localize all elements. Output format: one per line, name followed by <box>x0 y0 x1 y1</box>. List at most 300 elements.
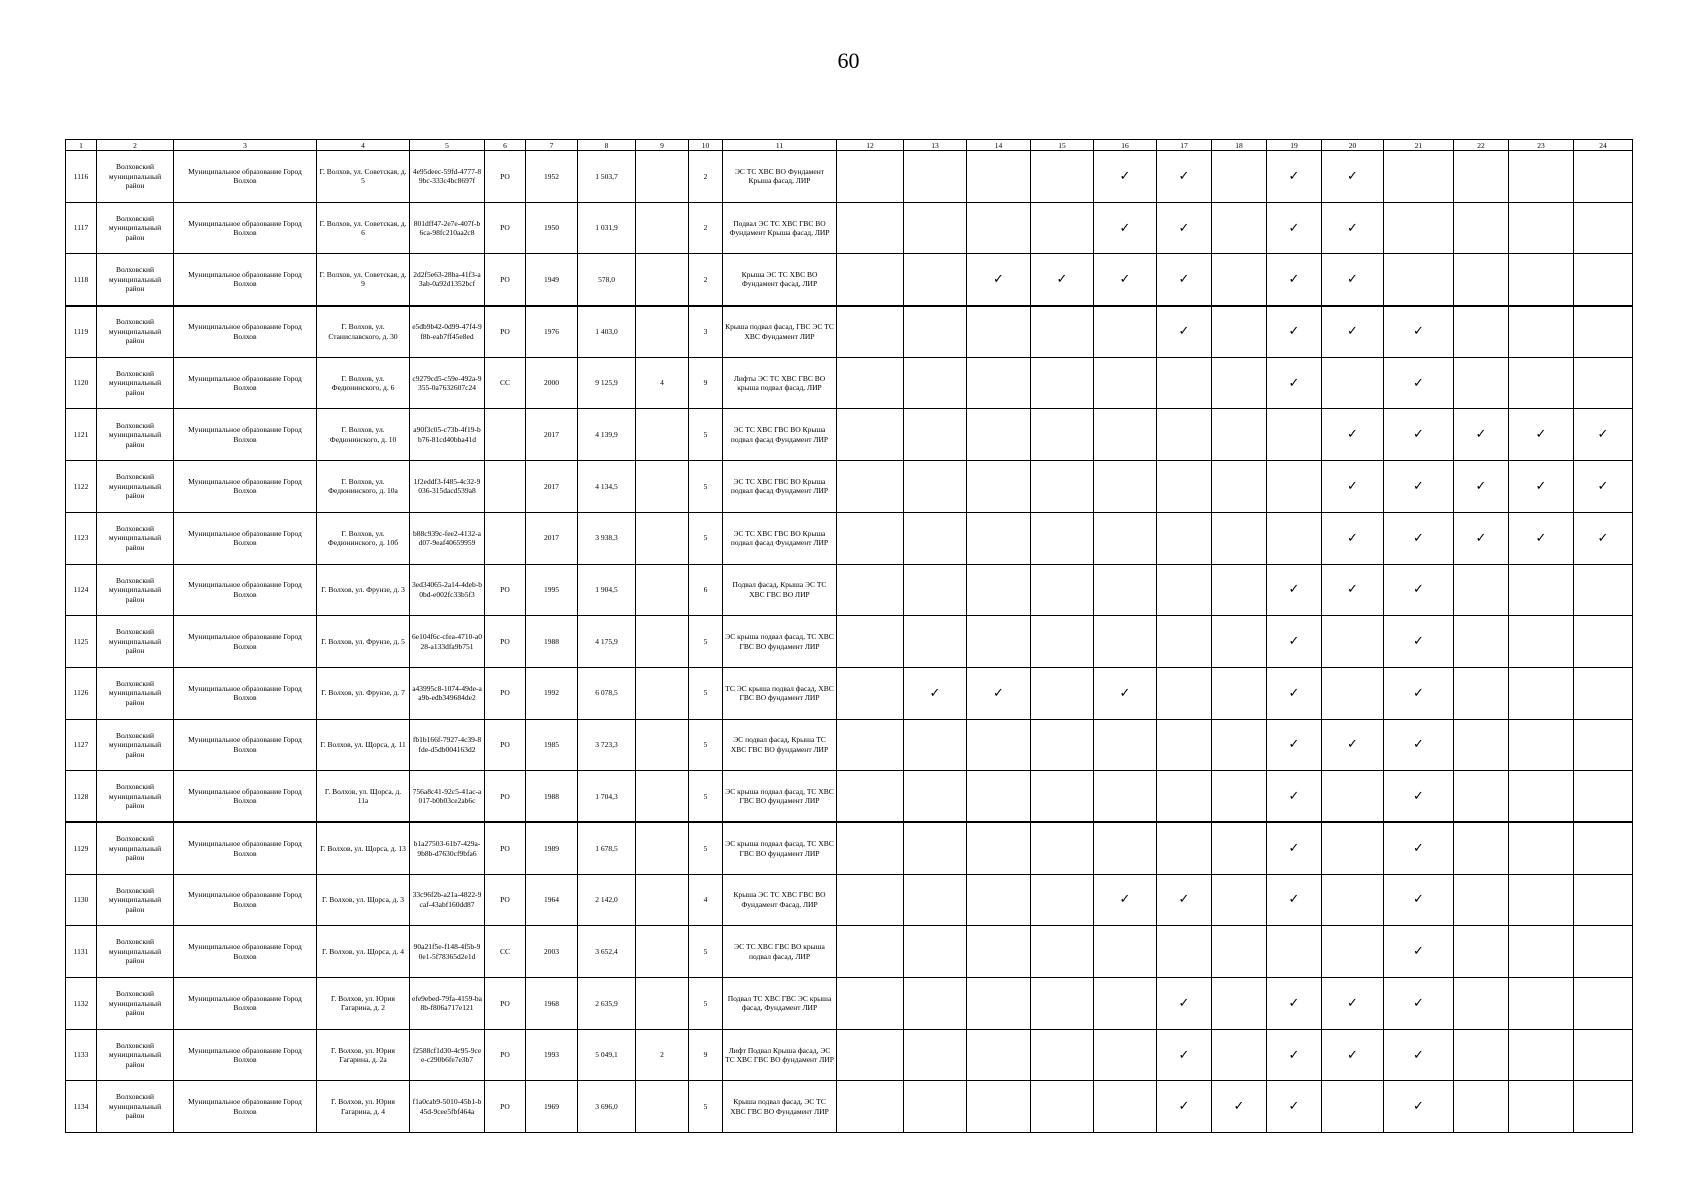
address-cell: Г. Волхов, ул. Щорса, д. 11 <box>317 719 410 771</box>
checkmark-icon: ✓ <box>1413 375 1424 391</box>
floors-cell: 5 <box>689 1081 723 1133</box>
mark-cell-col-20 <box>1322 667 1384 719</box>
mark-cell-col-22 <box>1454 822 1509 874</box>
works-cell: Крыша ЭС ТС ХВС ГВС ВО Фундамент Фасад, ЛИР <box>723 874 837 926</box>
row-number: 1121 <box>66 409 97 461</box>
mark-cell-col-24 <box>1574 719 1633 771</box>
district-cell: Волховский муниципальный район <box>97 357 174 409</box>
district-cell: Волховский муниципальный район <box>97 306 174 358</box>
mark-cell-col-14 <box>967 564 1031 616</box>
ownership-cell: РО <box>485 151 526 203</box>
municipality-cell: Муниципальное образование Город Волхов <box>174 874 317 926</box>
mark-cell-col-18 <box>1212 771 1267 823</box>
mark-cell-col-21 <box>1384 926 1454 978</box>
checkmark-icon: ✓ <box>993 685 1004 701</box>
mark-cell-col-12 <box>837 822 904 874</box>
table-row <box>66 978 1633 1030</box>
mark-cell-col-24 <box>1574 461 1633 513</box>
mark-cell-col-13 <box>904 254 967 306</box>
ownership-cell: РО <box>485 719 526 771</box>
checkmark-icon: ✓ <box>1413 478 1424 494</box>
area-cell: 2 142,0 <box>578 874 636 926</box>
mark-cell-col-20 <box>1322 822 1384 874</box>
guid-cell: 756a8c41-92c5-41ac-a017-b0b03ce2ab6c <box>410 771 485 823</box>
mark-cell-col-19 <box>1267 512 1322 564</box>
area-cell: 1 678,5 <box>578 822 636 874</box>
mark-cell-col-24 <box>1574 357 1633 409</box>
mark-cell-col-20 <box>1322 1029 1384 1081</box>
mark-cell-col-22 <box>1454 719 1509 771</box>
municipality-cell: Муниципальное образование Город Волхов <box>174 616 317 668</box>
address-cell: Г. Волхов, ул. Советская, д. 5 <box>317 151 410 203</box>
floors-cell: 6 <box>689 564 723 616</box>
address-cell: Г. Волхов, ул. Юрия Гагарина, д. 4 <box>317 1081 410 1133</box>
municipality-cell: Муниципальное образование Город Волхов <box>174 202 317 254</box>
mark-cell-col-24 <box>1574 771 1633 823</box>
checkmark-icon: ✓ <box>1347 1047 1358 1063</box>
municipality-cell: Муниципальное образование Город Волхов <box>174 512 317 564</box>
area-cell: 1 704,3 <box>578 771 636 823</box>
year-cell: 2000 <box>526 357 578 409</box>
mark-cell-col-16 <box>1094 512 1157 564</box>
table-row <box>66 151 1633 203</box>
row-number: 1117 <box>66 202 97 254</box>
mark-cell-col-20 <box>1322 461 1384 513</box>
column-number-10: 10 <box>689 140 723 151</box>
year-cell: 1988 <box>526 771 578 823</box>
checkmark-icon: ✓ <box>1288 1099 1300 1115</box>
mark-cell-col-14 <box>967 1029 1031 1081</box>
checkmark-icon: ✓ <box>1288 220 1300 236</box>
mark-cell-col-21 <box>1384 151 1454 203</box>
mark-cell-col-22 <box>1454 357 1509 409</box>
mark-cell-col-23 <box>1509 357 1574 409</box>
area-cell: 6 078,5 <box>578 667 636 719</box>
checkmark-icon: ✓ <box>1535 427 1547 443</box>
column-number-21: 21 <box>1384 140 1454 151</box>
mark-cell-col-21 <box>1384 461 1454 513</box>
ownership-cell: РО <box>485 1081 526 1133</box>
ownership-cell: РО <box>485 564 526 616</box>
area-cell: 1 403,0 <box>578 306 636 358</box>
mark-cell-col-23 <box>1509 409 1574 461</box>
mark-cell-col-17 <box>1157 719 1212 771</box>
mark-cell-col-20 <box>1322 409 1384 461</box>
checkmark-icon: ✓ <box>1288 582 1300 598</box>
mark-cell-col-23 <box>1509 564 1574 616</box>
mark-cell-col-23 <box>1509 926 1574 978</box>
mark-cell-col-12 <box>837 874 904 926</box>
address-cell: Г. Волхов, ул. Советская, д. 9 <box>317 254 410 306</box>
checkmark-icon: ✓ <box>1178 271 1190 287</box>
checkmark-icon: ✓ <box>1288 324 1300 340</box>
mark-cell-col-14 <box>967 771 1031 823</box>
table-row <box>66 254 1633 306</box>
mark-cell-col-21 <box>1384 409 1454 461</box>
mark-cell-col-19 <box>1267 719 1322 771</box>
checkmark-icon: ✓ <box>1178 1047 1190 1063</box>
column-9-cell <box>636 822 689 874</box>
column-9-cell <box>636 1081 689 1133</box>
address-cell: Г. Волхов, ул. Фрунзе, д. 7 <box>317 667 410 719</box>
mark-cell-col-20 <box>1322 151 1384 203</box>
mark-cell-col-14 <box>967 254 1031 306</box>
mark-cell-col-22 <box>1454 512 1509 564</box>
mark-cell-col-16 <box>1094 616 1157 668</box>
mark-cell-col-18 <box>1212 409 1267 461</box>
floors-cell: 5 <box>689 978 723 1030</box>
checkmark-icon: ✓ <box>1178 168 1190 184</box>
year-cell: 2017 <box>526 512 578 564</box>
mark-cell-col-18 <box>1212 151 1267 203</box>
mark-cell-col-12 <box>837 461 904 513</box>
year-cell: 1952 <box>526 151 578 203</box>
mark-cell-col-19 <box>1267 461 1322 513</box>
mark-cell-col-23 <box>1509 512 1574 564</box>
mark-cell-col-15 <box>1031 926 1094 978</box>
mark-cell-col-13 <box>904 151 967 203</box>
checkmark-icon: ✓ <box>1413 634 1424 650</box>
row-number: 1131 <box>66 926 97 978</box>
works-cell: Подвал фасад, Крыша ЭС ТС ХВС ГВС ВО ЛИР <box>723 564 837 616</box>
mark-cell-col-19 <box>1267 564 1322 616</box>
mark-cell-col-24 <box>1574 667 1633 719</box>
column-9-cell <box>636 719 689 771</box>
mark-cell-col-17 <box>1157 409 1212 461</box>
checkmark-icon: ✓ <box>1413 685 1424 701</box>
mark-cell-col-16 <box>1094 409 1157 461</box>
checkmark-icon: ✓ <box>1288 375 1300 391</box>
works-cell: ЭС ТС ХВС ГВС ВО Крыша подвал фасад Фундамент ЛИР <box>723 461 837 513</box>
mark-cell-col-21 <box>1384 357 1454 409</box>
mark-cell-col-24 <box>1574 151 1633 203</box>
area-cell: 9 125,9 <box>578 357 636 409</box>
column-number-22: 22 <box>1454 140 1509 151</box>
address-cell: Г. Волхов, ул. Щорса, д. 11а <box>317 771 410 823</box>
checkmark-icon: ✓ <box>1597 427 1609 443</box>
column-number-16: 16 <box>1094 140 1157 151</box>
district-cell: Волховский муниципальный район <box>97 151 174 203</box>
year-cell: 2017 <box>526 461 578 513</box>
ownership-cell: РО <box>485 822 526 874</box>
area-cell: 2 635,9 <box>578 978 636 1030</box>
checkmark-icon: ✓ <box>1288 788 1300 804</box>
district-cell: Волховский муниципальный район <box>97 667 174 719</box>
works-cell: Крыша ЭС ТС ХВС ВО Фундамент фасад, ЛИР <box>723 254 837 306</box>
row-number: 1116 <box>66 151 97 203</box>
mark-cell-col-22 <box>1454 1081 1509 1133</box>
ownership-cell: РО <box>485 874 526 926</box>
mark-cell-col-21 <box>1384 254 1454 306</box>
checkmark-icon: ✓ <box>1178 1099 1190 1115</box>
area-cell: 4 134,5 <box>578 461 636 513</box>
table-row <box>66 564 1633 616</box>
checkmark-icon: ✓ <box>1347 271 1358 287</box>
address-cell: Г. Волхов, ул. Щорса, д. 3 <box>317 874 410 926</box>
ownership-cell: СС <box>485 357 526 409</box>
table-row <box>66 409 1633 461</box>
mark-cell-col-23 <box>1509 254 1574 306</box>
area-cell: 1 904,5 <box>578 564 636 616</box>
column-number-23: 23 <box>1509 140 1574 151</box>
checkmark-icon: ✓ <box>1178 892 1190 908</box>
mark-cell-col-22 <box>1454 874 1509 926</box>
mark-cell-col-15 <box>1031 564 1094 616</box>
mark-cell-col-24 <box>1574 978 1633 1030</box>
mark-cell-col-13 <box>904 357 967 409</box>
guid-cell: b1a27503-61b7-429a-9b8b-d7630cf9bfa6 <box>410 822 485 874</box>
checkmark-icon: ✓ <box>1288 271 1300 287</box>
checkmark-icon: ✓ <box>1413 427 1424 443</box>
year-cell: 1989 <box>526 822 578 874</box>
mark-cell-col-24 <box>1574 822 1633 874</box>
mark-cell-col-19 <box>1267 771 1322 823</box>
checkmark-icon: ✓ <box>1347 737 1358 753</box>
mark-cell-col-18 <box>1212 1081 1267 1133</box>
area-cell: 3 723,3 <box>578 719 636 771</box>
checkmark-icon: ✓ <box>1413 737 1424 753</box>
district-cell: Волховский муниципальный район <box>97 1081 174 1133</box>
mark-cell-col-16 <box>1094 151 1157 203</box>
year-cell: 1993 <box>526 1029 578 1081</box>
area-cell: 1 503,7 <box>578 151 636 203</box>
mark-cell-col-21 <box>1384 874 1454 926</box>
mark-cell-col-16 <box>1094 667 1157 719</box>
column-number-24: 24 <box>1574 140 1633 151</box>
mark-cell-col-14 <box>967 202 1031 254</box>
area-cell: 3 652,4 <box>578 926 636 978</box>
mark-cell-col-22 <box>1454 461 1509 513</box>
district-cell: Волховский муниципальный район <box>97 254 174 306</box>
municipality-cell: Муниципальное образование Город Волхов <box>174 667 317 719</box>
mark-cell-col-17 <box>1157 926 1212 978</box>
mark-cell-col-19 <box>1267 822 1322 874</box>
mark-cell-col-16 <box>1094 254 1157 306</box>
mark-cell-col-16 <box>1094 719 1157 771</box>
mark-cell-col-12 <box>837 151 904 203</box>
column-number-12: 12 <box>837 140 904 151</box>
checkmark-icon: ✓ <box>1413 1099 1424 1115</box>
checkmark-icon: ✓ <box>1413 1047 1424 1063</box>
mark-cell-col-21 <box>1384 1081 1454 1133</box>
guid-cell: a43995c8-1074-49de-aa9b-edb349684de2 <box>410 667 485 719</box>
mark-cell-col-15 <box>1031 667 1094 719</box>
column-number-13: 13 <box>904 140 967 151</box>
year-cell: 1988 <box>526 616 578 668</box>
area-cell: 1 031,9 <box>578 202 636 254</box>
mark-cell-col-22 <box>1454 254 1509 306</box>
checkmark-icon: ✓ <box>1288 685 1300 701</box>
column-number-18: 18 <box>1212 140 1267 151</box>
mark-cell-col-12 <box>837 306 904 358</box>
mark-cell-col-20 <box>1322 616 1384 668</box>
table-body <box>66 151 1633 1133</box>
column-number-20: 20 <box>1322 140 1384 151</box>
checkmark-icon: ✓ <box>1413 788 1424 804</box>
floors-cell: 5 <box>689 667 723 719</box>
column-number-1: 1 <box>66 140 97 151</box>
mark-cell-col-13 <box>904 1081 967 1133</box>
row-number: 1130 <box>66 874 97 926</box>
mark-cell-col-17 <box>1157 874 1212 926</box>
mark-cell-col-17 <box>1157 667 1212 719</box>
district-cell: Волховский муниципальный район <box>97 822 174 874</box>
works-cell: ЭС ТС ХВС ГВС ВО Крыша подвал фасад Фундамент ЛИР <box>723 512 837 564</box>
mark-cell-col-17 <box>1157 1029 1212 1081</box>
column-9-cell <box>636 616 689 668</box>
row-number: 1129 <box>66 822 97 874</box>
mark-cell-col-14 <box>967 512 1031 564</box>
table-row <box>66 512 1633 564</box>
mark-cell-col-21 <box>1384 202 1454 254</box>
mark-cell-col-14 <box>967 822 1031 874</box>
mark-cell-col-12 <box>837 667 904 719</box>
mark-cell-col-18 <box>1212 667 1267 719</box>
ownership-cell <box>485 461 526 513</box>
checkmark-icon: ✓ <box>1347 324 1358 340</box>
mark-cell-col-18 <box>1212 357 1267 409</box>
mark-cell-col-17 <box>1157 151 1212 203</box>
row-number: 1133 <box>66 1029 97 1081</box>
checkmark-icon: ✓ <box>1475 530 1487 546</box>
ownership-cell: СС <box>485 926 526 978</box>
year-cell: 2003 <box>526 926 578 978</box>
checkmark-icon: ✓ <box>1413 582 1424 598</box>
mark-cell-col-14 <box>967 1081 1031 1133</box>
mark-cell-col-12 <box>837 409 904 461</box>
mark-cell-col-13 <box>904 926 967 978</box>
column-number-15: 15 <box>1031 140 1094 151</box>
mark-cell-col-14 <box>967 306 1031 358</box>
floors-cell: 2 <box>689 151 723 203</box>
mark-cell-col-12 <box>837 616 904 668</box>
municipality-cell: Муниципальное образование Город Волхов <box>174 719 317 771</box>
mark-cell-col-12 <box>837 512 904 564</box>
works-cell: ЭС крыша подвал фасад, ТС ХВС ГВС ВО фундамент ЛИР <box>723 822 837 874</box>
floors-cell: 5 <box>689 771 723 823</box>
guid-cell: a90f3c05-c73b-4f19-bb76-81cd40bba41d <box>410 409 485 461</box>
mark-cell-col-13 <box>904 771 967 823</box>
mark-cell-col-22 <box>1454 564 1509 616</box>
mark-cell-col-16 <box>1094 822 1157 874</box>
checkmark-icon: ✓ <box>1178 220 1190 236</box>
column-9-cell <box>636 409 689 461</box>
ownership-cell: РО <box>485 254 526 306</box>
ownership-cell <box>485 512 526 564</box>
mark-cell-col-20 <box>1322 978 1384 1030</box>
column-9-cell <box>636 202 689 254</box>
address-cell: Г. Волхов, ул. Фрунзе, д. 3 <box>317 564 410 616</box>
checkmark-icon: ✓ <box>1178 324 1190 340</box>
municipality-cell: Муниципальное образование Город Волхов <box>174 1029 317 1081</box>
checkmark-icon: ✓ <box>1119 685 1131 701</box>
mark-cell-col-17 <box>1157 771 1212 823</box>
column-9-cell <box>636 926 689 978</box>
mark-cell-col-14 <box>967 978 1031 1030</box>
year-cell: 1992 <box>526 667 578 719</box>
column-9-cell <box>636 254 689 306</box>
mark-cell-col-18 <box>1212 874 1267 926</box>
mark-cell-col-15 <box>1031 306 1094 358</box>
works-cell: Крыша подвал фасад, ГВС ЭС ТС ХВС Фундамент ЛИР <box>723 306 837 358</box>
row-number: 1120 <box>66 357 97 409</box>
works-cell: ТС ЭС крыша подвал фасад, ХВС ГВС ВО фундамент ЛИР <box>723 667 837 719</box>
mark-cell-col-19 <box>1267 409 1322 461</box>
mark-cell-col-18 <box>1212 564 1267 616</box>
district-cell: Волховский муниципальный район <box>97 564 174 616</box>
floors-cell: 9 <box>689 357 723 409</box>
address-cell: Г. Волхов, ул. Щорса, д. 4 <box>317 926 410 978</box>
mark-cell-col-24 <box>1574 306 1633 358</box>
column-9-cell <box>636 667 689 719</box>
mark-cell-col-17 <box>1157 1081 1212 1133</box>
table-row <box>66 461 1633 513</box>
mark-cell-col-14 <box>967 874 1031 926</box>
checkmark-icon: ✓ <box>1347 582 1358 598</box>
works-cell: Подвал ЭС ТС ХВС ГВС ВО Фундамент Крыша фасад, ЛИР <box>723 202 837 254</box>
address-cell: Г. Волхов, ул. Федюнинского, д. 10 <box>317 409 410 461</box>
mark-cell-col-15 <box>1031 357 1094 409</box>
guid-cell: efe9ebed-79fa-4159-ba8b-f806a717e121 <box>410 978 485 1030</box>
mark-cell-col-18 <box>1212 926 1267 978</box>
checkmark-icon: ✓ <box>1288 841 1300 857</box>
mark-cell-col-14 <box>967 719 1031 771</box>
district-cell: Волховский муниципальный район <box>97 616 174 668</box>
column-9-cell <box>636 512 689 564</box>
mark-cell-col-22 <box>1454 151 1509 203</box>
column-9-cell: 4 <box>636 357 689 409</box>
page-number: 60 <box>837 48 860 73</box>
mark-cell-col-13 <box>904 564 967 616</box>
mark-cell-col-16 <box>1094 1029 1157 1081</box>
mark-cell-col-15 <box>1031 409 1094 461</box>
mark-cell-col-12 <box>837 202 904 254</box>
mark-cell-col-20 <box>1322 512 1384 564</box>
district-cell: Волховский муниципальный район <box>97 1029 174 1081</box>
mark-cell-col-13 <box>904 874 967 926</box>
row-number: 1128 <box>66 771 97 823</box>
mark-cell-col-18 <box>1212 978 1267 1030</box>
mark-cell-col-22 <box>1454 978 1509 1030</box>
address-cell: Г. Волхов, ул. Юрия Гагарина, д. 2 <box>317 978 410 1030</box>
row-number: 1126 <box>66 667 97 719</box>
mark-cell-col-23 <box>1509 719 1574 771</box>
mark-cell-col-13 <box>904 719 967 771</box>
mark-cell-col-23 <box>1509 202 1574 254</box>
address-cell: Г. Волхов, ул. Юрия Гагарина, д. 2а <box>317 1029 410 1081</box>
mark-cell-col-21 <box>1384 822 1454 874</box>
column-number-3: 3 <box>174 140 317 151</box>
year-cell: 1950 <box>526 202 578 254</box>
checkmark-icon: ✓ <box>1347 530 1358 546</box>
mark-cell-col-15 <box>1031 719 1094 771</box>
mark-cell-col-21 <box>1384 564 1454 616</box>
mark-cell-col-17 <box>1157 978 1212 1030</box>
mark-cell-col-18 <box>1212 616 1267 668</box>
year-cell: 1985 <box>526 719 578 771</box>
column-9-cell <box>636 771 689 823</box>
mark-cell-col-15 <box>1031 151 1094 203</box>
table-row <box>66 822 1633 874</box>
mark-cell-col-16 <box>1094 926 1157 978</box>
mark-cell-col-18 <box>1212 719 1267 771</box>
table-row <box>66 202 1633 254</box>
ownership-cell: РО <box>485 202 526 254</box>
checkmark-icon: ✓ <box>1288 634 1300 650</box>
checkmark-icon: ✓ <box>1597 478 1609 494</box>
mark-cell-col-15 <box>1031 254 1094 306</box>
table-row <box>66 357 1633 409</box>
